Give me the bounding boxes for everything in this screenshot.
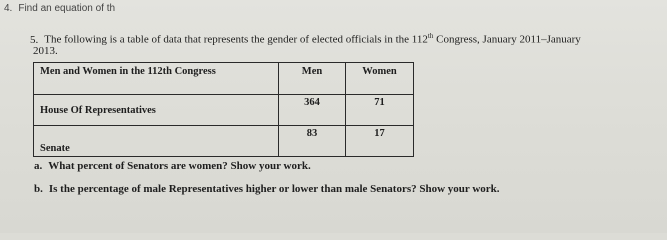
table-row — [34, 95, 414, 126]
cell-house-men: 364 — [279, 95, 346, 126]
part-a-letter: a. — [34, 160, 43, 172]
table-header-row — [34, 63, 414, 95]
row-label-house: House Of Representatives — [34, 95, 279, 126]
cell-house-women: 71 — [346, 95, 414, 126]
row-label-senate: Senate — [34, 126, 279, 157]
question-4-number: 4. — [4, 3, 13, 14]
question-4-text: Find an equation of th — [18, 3, 116, 14]
question-5-superscript: th — [427, 32, 434, 40]
table-row — [34, 126, 414, 157]
question-5-number: 5. — [30, 33, 39, 46]
congress-gender-table — [33, 62, 414, 157]
part-b-letter: b. — [34, 183, 43, 195]
question-5-text: The following is a table of data that represents the gender of elected officials in the 112 — [44, 33, 428, 46]
table-header-women: Women — [346, 63, 414, 95]
cell-senate-women: 17 — [346, 126, 414, 157]
part-a-question — [34, 160, 311, 172]
table-header-title: Men and Women in the 112th Congress — [34, 63, 279, 95]
part-a-text: What percent of Senators are women? Show your work. — [48, 160, 311, 172]
question-4-fragment — [4, 3, 115, 14]
table-header-men: Men — [279, 63, 346, 95]
cell-senate-men: 83 — [279, 126, 346, 157]
question-5-text-end: Congress, January 2011–January — [433, 33, 581, 46]
question-5-prompt — [30, 29, 660, 47]
part-b-text: Is the percentage of male Representatives higher or lower than male Senators? Show your work. — [48, 183, 500, 195]
question-5-text-line2: 2013. — [33, 45, 58, 57]
part-b-question — [34, 183, 500, 195]
